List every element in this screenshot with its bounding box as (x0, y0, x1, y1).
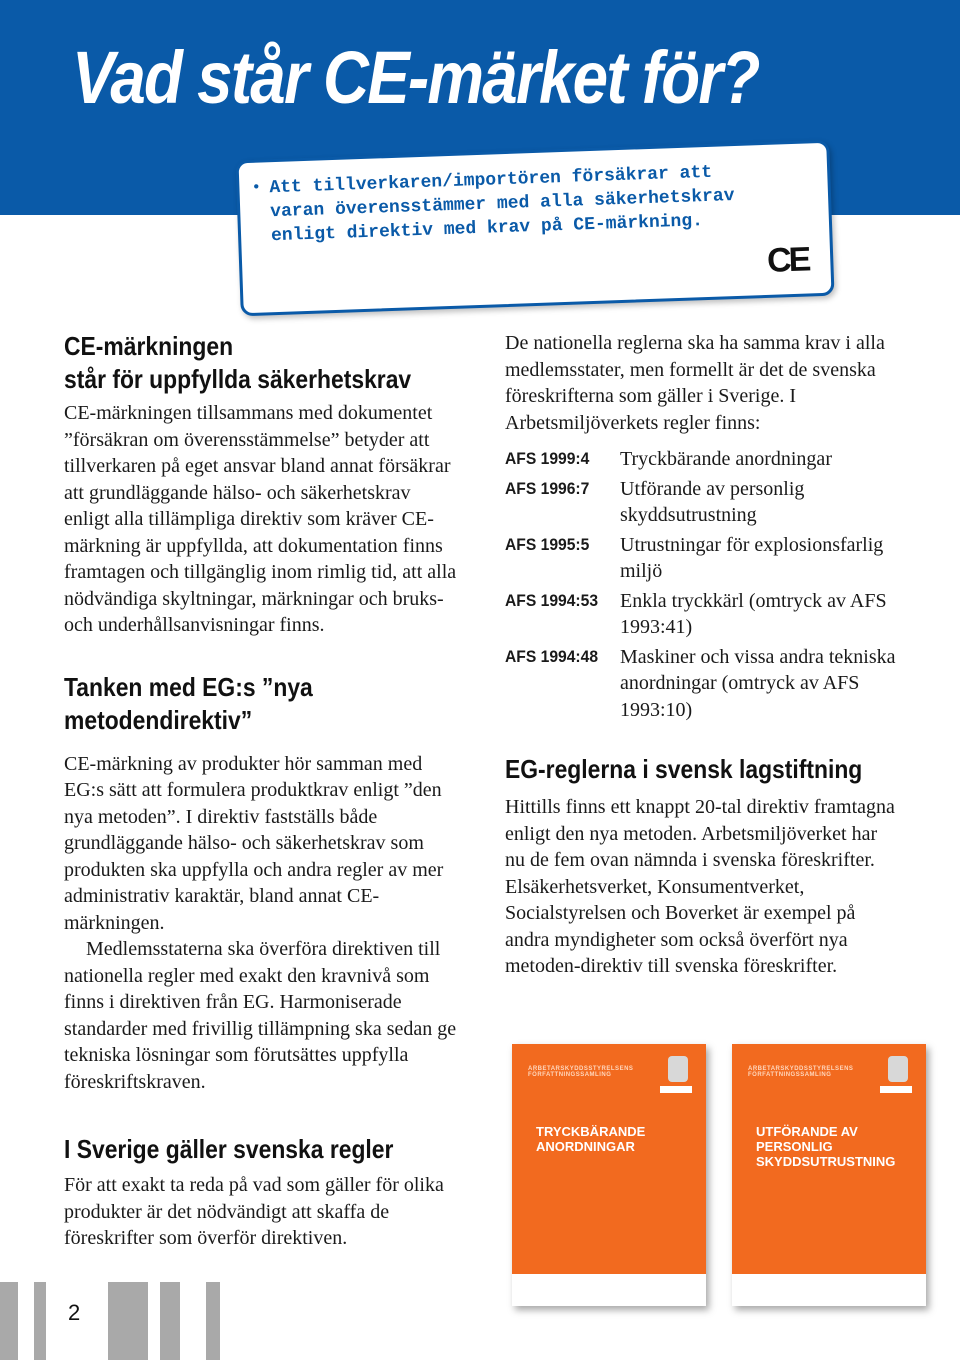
section-body-new-approach-1: CE-märkning av produkter hör samman med EG:s sätt att formulera produktkrav enligt ”den nya metoden”. I direktiv fastställs både grundläggande hälso- och säkerhetskrav som produkten ska uppfylla och andra regler av mer administrativ karaktär, bland annat CE-märkningen. (64, 752, 444, 934)
booklet-title: UTFÖRANDE AV PERSONLIG SKYDDSUTRUSTNING (756, 1124, 896, 1169)
page-title: Vad står CE-märket för? (72, 36, 759, 119)
booklet-publisher: ARBETARSKYDDSSTYRELSENS FÖRFATTNINGSSAMLING (528, 1066, 634, 1078)
booklet-title: TRYCKBÄRANDE ANORDNINGAR (536, 1124, 646, 1154)
footer-bar (34, 1282, 46, 1360)
booklet-cover (732, 1044, 926, 1306)
left-column (64, 330, 459, 1252)
section-body-eg-rules: Hittills finns ett knappt 20-tal direktiv framtagna enligt den nya metoden. Arbetsmiljöverket har nu de fem ovan nämnda i svenska föreskrifter. Elsäkerhetsverket, Konsumentverket, Socialstyrelsen och Boverket är exempel på andra myndigheter som också överfört nya metoden-direktiv till svenska föreskrifter. (505, 796, 895, 977)
heading-line: Tanken med EG:s ”nya (64, 671, 313, 702)
afs-code: AFS 1995:5 (505, 534, 590, 554)
afs-description: Utförande av personlig skyddsutrustning (620, 477, 805, 526)
heading-line: står för uppfyllda säkerhetskrav (64, 364, 412, 394)
ce-mark-logo: CE (766, 240, 809, 280)
crest-icon (888, 1056, 908, 1082)
afs-code: AFS 1994:48 (505, 646, 599, 666)
callout-text: Att tillverkaren/importören försäkrar att varan överensstämmer med alla säkerhetskrav enligt direktiv med krav på CE-märkning. (269, 162, 735, 247)
booklet-cover (512, 1044, 706, 1306)
afs-code: AFS 1999:4 (505, 449, 590, 468)
booklet-number-label (880, 1086, 912, 1093)
afs-item (505, 532, 900, 585)
booklet-publisher: ARBETARSKYDDSSTYRELSENS FÖRFATTNINGSSAMLING (748, 1066, 854, 1078)
heading-line: CE-märkningen (64, 331, 234, 361)
afs-item (505, 588, 900, 641)
footer-bar (0, 1282, 18, 1360)
bullet-icon: • (253, 178, 260, 196)
heading-line: metodendirektiv” (64, 704, 253, 735)
footer-bar (160, 1282, 180, 1360)
afs-code: AFS 1994:53 (505, 590, 599, 610)
booklet-footer (512, 1274, 706, 1306)
callout-box (235, 140, 834, 317)
afs-code: AFS 1996:7 (505, 478, 590, 498)
section-body-new-approach-2: Medlemsstaterna ska överföra direktiven till nationella regler med exakt den kravnivå som finns i direktiven från EG. Harmoniserade standarder med frivillig tillämpning ska sedan ge tekniska lösningar som förutsättes uppfylla föreskriftskraven. (64, 938, 457, 1093)
booklet-number-label (660, 1086, 692, 1093)
footer-bar (206, 1282, 220, 1360)
footer-bar (108, 1282, 148, 1360)
page-number: 2 (68, 1300, 81, 1325)
booklet-images (512, 1044, 922, 1314)
afs-description: Maskiner och vissa andra tekniska anordningar (omtryck av AFS 1993:10) (620, 645, 896, 721)
section-body-sweden: För att exakt ta reda på vad som gäller för olika produkter är det nödvändigt att skaffa de föreskrifter som överför direktiven. (64, 1174, 444, 1249)
section-heading-new-approach (64, 671, 412, 737)
afs-description: Enkla tryckkärl (omtryck av AFS 1993:41) (620, 589, 887, 638)
afs-item (505, 644, 900, 724)
section-heading-ce (64, 330, 412, 396)
afs-list (505, 446, 900, 723)
section-heading-sweden: I Sverige gäller svenska regler (64, 1134, 394, 1164)
right-column (505, 330, 900, 980)
afs-description: Utrustningar för explosionsfarlig miljö (620, 533, 884, 582)
section-body-ce: CE-märkningen tillsammans med dokumentet ”försäkran om överensstämmelse” betyder att tillverkaren på eget ansvar bland annat försäkrar att grundläggande hälso- och säkerhetskrav enligt alla tillämpliga direktiv som kräver CE-märkning är uppfyllda, att dokumentation finns framtagen och tillgänglig inom rimlig tid, att alla nödvändiga skyltningar, märkningar och bruks- och underhållsanvisningar finns. (64, 402, 457, 636)
crest-icon (668, 1056, 688, 1082)
afs-item (505, 476, 900, 529)
intro-text: De nationella reglerna ska ha samma krav i alla medlemsstater, men formellt är det de svenska föreskrifterna som gäller i Sverige. I Arbetsmiljöverkets regler finns: (505, 332, 885, 434)
footer-bars (0, 1282, 230, 1360)
booklet-footer (732, 1274, 926, 1306)
afs-item (505, 446, 900, 473)
afs-description: Tryckbärande anordningar (620, 448, 832, 470)
section-heading-eg-rules: EG-reglerna i svensk lagstiftning (505, 754, 863, 784)
